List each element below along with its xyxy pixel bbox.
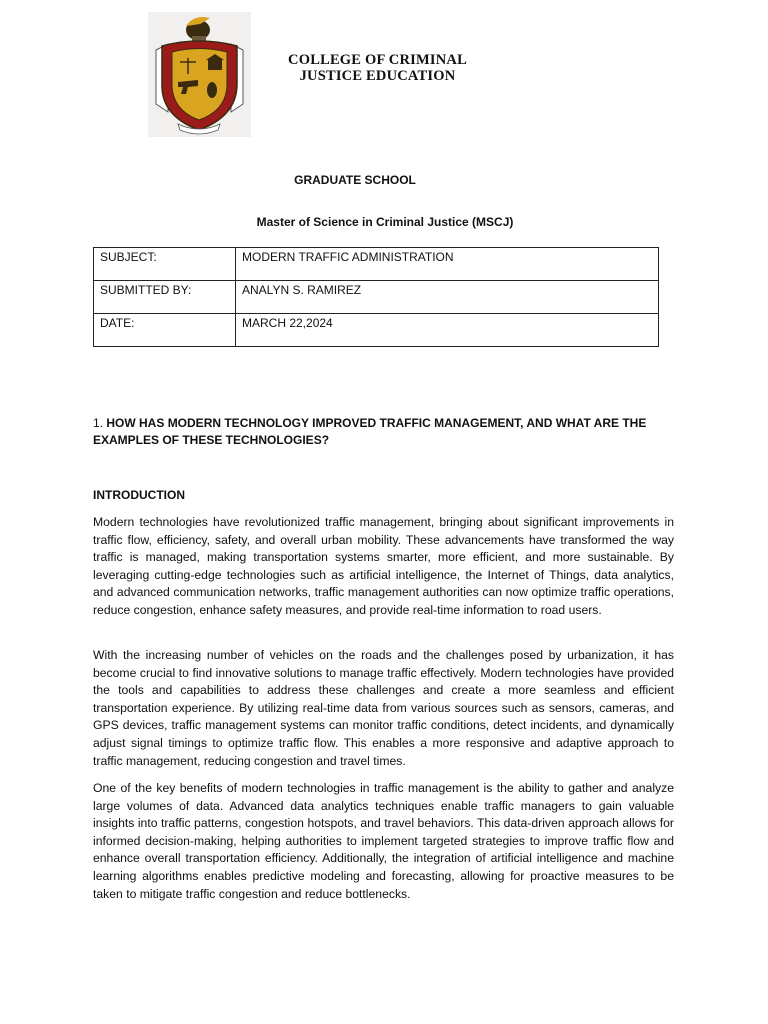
intro-paragraph-2: With the increasing number of vehicles on the roads and the challenges posed by urbanization, it has become crucial to find innovative solutions to manage traffic effectively. Modern technologies have provided the tools and capabilities to address these challenges and create a more seamless and efficient transportation experience. By utilizing real-time data from various sources such as sensors, cameras, and GPS devices, traffic management systems can monitor traffic conditions, detect incidents, and dynamically adjust signal timings to optimize traffic flow. This enables a more responsive and adaptive approach to traffic management, reducing congestion and travel times. bbox=[93, 648, 674, 768]
date-label: DATE: bbox=[94, 314, 236, 347]
college-logo bbox=[148, 12, 251, 137]
submission-info-table bbox=[93, 247, 659, 347]
date-value: MARCH 22,2024 bbox=[236, 314, 659, 347]
college-title-line2: JUSTICE EDUCATION bbox=[299, 68, 456, 84]
question-text: HOW HAS MODERN TECHNOLOGY IMPROVED TRAFFIC MANAGEMENT, AND WHAT ARE THE EXAMPLES OF THESE TECHNOLOGIES? bbox=[93, 416, 647, 447]
college-title bbox=[270, 52, 485, 84]
intro-paragraph-1: Modern technologies have revolutionized traffic management, bringing about significant improvements in traffic flow, efficiency, safety, and overall urban mobility. These advancements have transformed the way traffic is managed, making transportation systems smarter, more efficient, and more sustainable. By leveraging cutting-edge technologies such as artificial intelligence, the Internet of Things, data analytics, and advanced communication networks, traffic management authorities can now optimize traffic operations, reduce congestion, enhance safety measures, and provide real-time information to road users. bbox=[93, 515, 674, 617]
subject-label: SUBJECT: bbox=[94, 248, 236, 281]
college-title-line1: COLLEGE OF CRIMINAL bbox=[288, 52, 467, 68]
table-row bbox=[94, 281, 659, 314]
question-number: 1. bbox=[93, 416, 104, 430]
submitted-by-label: SUBMITTED BY: bbox=[94, 281, 236, 314]
question-heading bbox=[93, 415, 673, 449]
submitted-by-value: ANALYN S. RAMIREZ bbox=[236, 281, 659, 314]
graduate-school-heading: GRADUATE SCHOOL bbox=[294, 173, 416, 187]
table-row bbox=[94, 248, 659, 281]
subject-value: MODERN TRAFFIC ADMINISTRATION bbox=[236, 248, 659, 281]
intro-paragraph-3: One of the key benefits of modern technologies in traffic management is the ability to gather and analyze large volumes of data. Advanced data analytics techniques enable traffic managers to gain valuable insights into traffic patterns, congestion hotspots, and travel behaviors. This data-driven approach allows for informed decision-making, helping authorities to implement targeted strategies to improve traffic flow and enhance overall transportation efficiency. Additionally, the integration of artificial intelligence and machine learning algorithms enables predictive modeling and forecasting, allowing for proactive measures to be taken to mitigate traffic congestion and reduce bottlenecks. bbox=[93, 781, 674, 901]
introduction-heading: INTRODUCTION bbox=[93, 488, 185, 502]
college-crest-icon bbox=[148, 12, 251, 137]
program-heading: Master of Science in Criminal Justice (MSCJ) bbox=[256, 215, 514, 229]
table-row bbox=[94, 314, 659, 347]
